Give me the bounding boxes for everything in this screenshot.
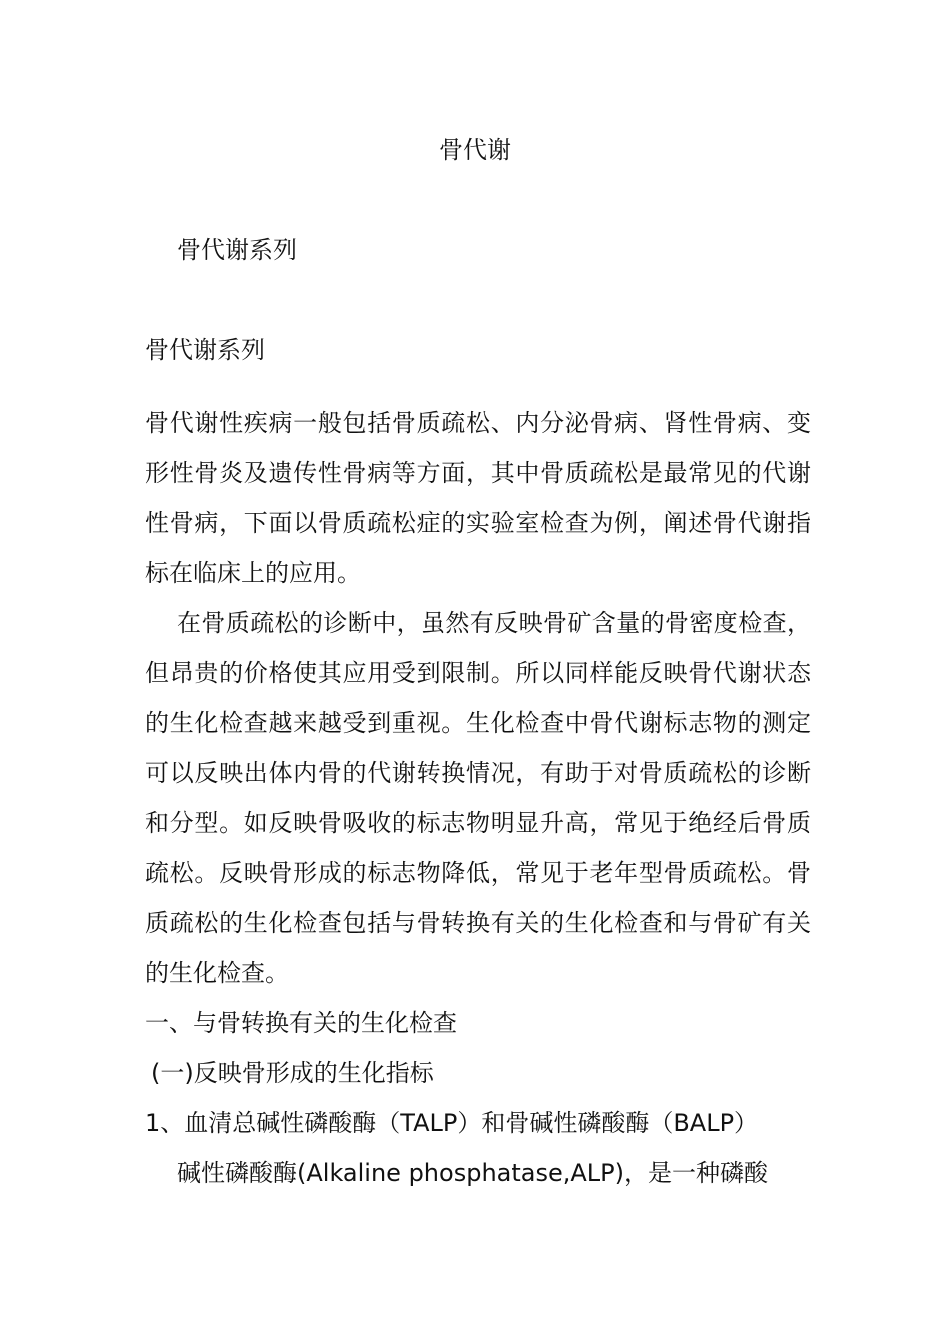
paragraph-diagnosis: 在骨质疏松的诊断中，虽然有反映骨矿含量的骨密度检查，但昂贵的价格使其应用受到限制。所以同样能反映骨代谢状态的生化检查越来越受到重视。生化检查中骨代谢标志物的测定可以反映出体内骨的代谢转换情况，有助于对骨质疏松的诊断和分型。如反映骨吸收的标志物明显升高，常见于绝经后骨质疏松。反映骨形成的标志物降低，常见于老年型骨质疏松。骨质疏松的生化检查包括与骨转换有关的生化检查和与骨矿有关的生化检查。	[145, 609, 811, 987]
heading-level-3: 1、血清总碱性磷酸酶（TALP）和骨碱性磷酸酶（BALP）	[145, 1109, 759, 1137]
paragraph-alp: 碱性磷酸酶(Alkaline phosphatase,ALP)，是一种磷酸	[177, 1159, 768, 1187]
paragraph-intro: 骨代谢性疾病一般包括骨质疏松、内分泌骨病、肾性骨病、变形性骨炎及遗传性骨病等方面，其中骨质疏松是最常见的代谢性骨病，下面以骨质疏松症的实验室检查为例，阐述骨代谢指标在临床上的应用。	[145, 409, 811, 587]
document-title: 骨代谢	[439, 136, 511, 164]
section-heading: 骨代谢系列	[145, 336, 265, 364]
heading-level-1: 一、与骨转换有关的生化检查	[145, 1009, 457, 1037]
heading-level-2: (一)反映骨形成的生化指标	[151, 1059, 434, 1087]
document-subtitle: 骨代谢系列	[177, 236, 297, 264]
document-body	[145, 332, 811, 1198]
